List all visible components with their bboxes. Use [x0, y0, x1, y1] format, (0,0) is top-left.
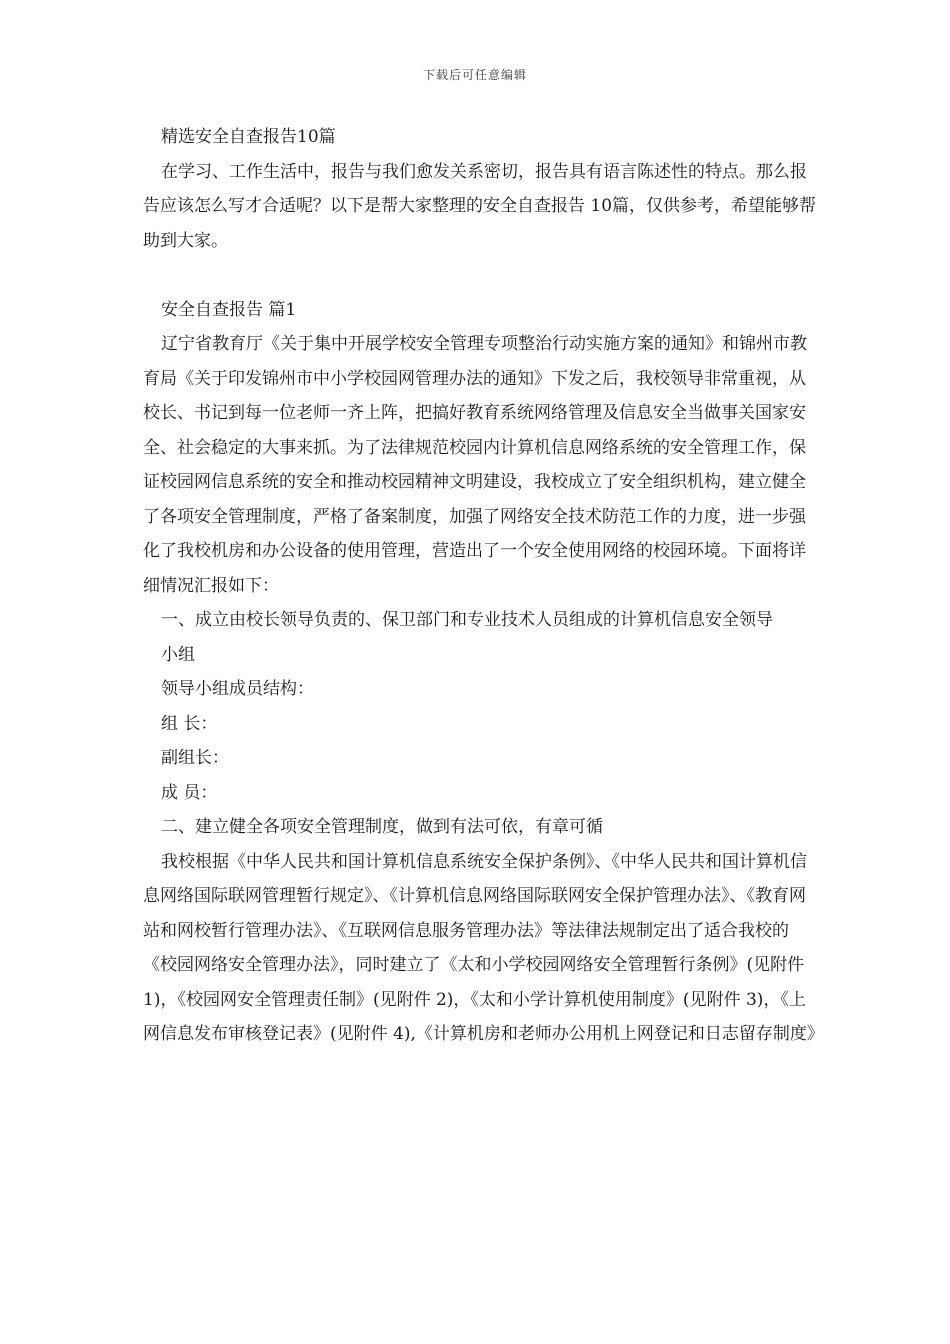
list-item-heading: 一、成立由校长领导负责的、保卫部门和专业技术人员组成的计算机信息安全领导 — [161, 610, 773, 630]
list-item-continuation: 小组 — [161, 644, 195, 665]
deputy-field: 副组长： — [161, 748, 229, 768]
section-title: 安全自查报告 篇1 — [161, 299, 297, 320]
leader-field: 组 长： — [161, 713, 218, 734]
structure-label: 领导小组成员结构： — [161, 679, 314, 699]
body-paragraph: 辽宁省教育厅《关于集中开展学校安全管理专项整治行动实施方案的通知》和锦州市教育局《关于印发锦州市中小学校园网管理办法的通知》下发之后，我校领导非常重视，从校长、书记到每一位老师一齐上阵，把搞好教育系统网络管理及信息安全当做事关国家安全、社会稳定的大事来抓。为了法律规范校园内计算机信息网络系统的安全管理工作，保证校园网信息系统的安全和推动校园精神文明建设，我校成立了安全组织机构，建立健全了各项安全管理制度，严格了备案制度，加强了网络安全技术防范工作的力度，进一步强化了我校机房和办公设备的使用管理，营造出了一个安全使用网络的校园环境。下面将详细情况汇报如下： — [143, 334, 807, 596]
paragraph-gap — [143, 258, 818, 293]
page-header-note: 下载后可任意编辑 — [422, 68, 527, 82]
intro-paragraph: 在学习、工作生活中，报告与我们愈发关系密切，报告具有语言陈述性的特点。那么报告应该怎么写才合适呢？以下是帮大家整理的安全自查报告 10篇，仅供参考，希望能够帮助到大家。 — [143, 161, 817, 251]
body-paragraph: 我校根据《中华人民共和国计算机信息系统安全保护条例》、《中华人民共和国计算机信息网络国际联网管理暂行规定》、《计算机信息网络国际联网安全保护管理办法》、《教育网站和网校暂行管理办法》、《互联网信息服务管理办法》等法律法规制定出了适合我校的《校园网络安全管理办法》，同时建立了《太和小学校园网络安全管理暂行条例》(见附件 1)，《校园网安全管理责任制》(见附件 2)，《太和小学计算机使用制度》(见附件 3)，《上网信息发布审核登记表》(见附件 4),《计算机房和老师办公用机上网登记和日志留存制度》 — [143, 851, 824, 1044]
document-body — [143, 120, 824, 1052]
list-item-heading: 二、建立健全各项安全管理制度，做到有法可依，有章可循 — [161, 817, 603, 837]
members-field: 成 员： — [161, 782, 218, 803]
document-title: 精选安全自查报告10篇 — [161, 127, 336, 147]
